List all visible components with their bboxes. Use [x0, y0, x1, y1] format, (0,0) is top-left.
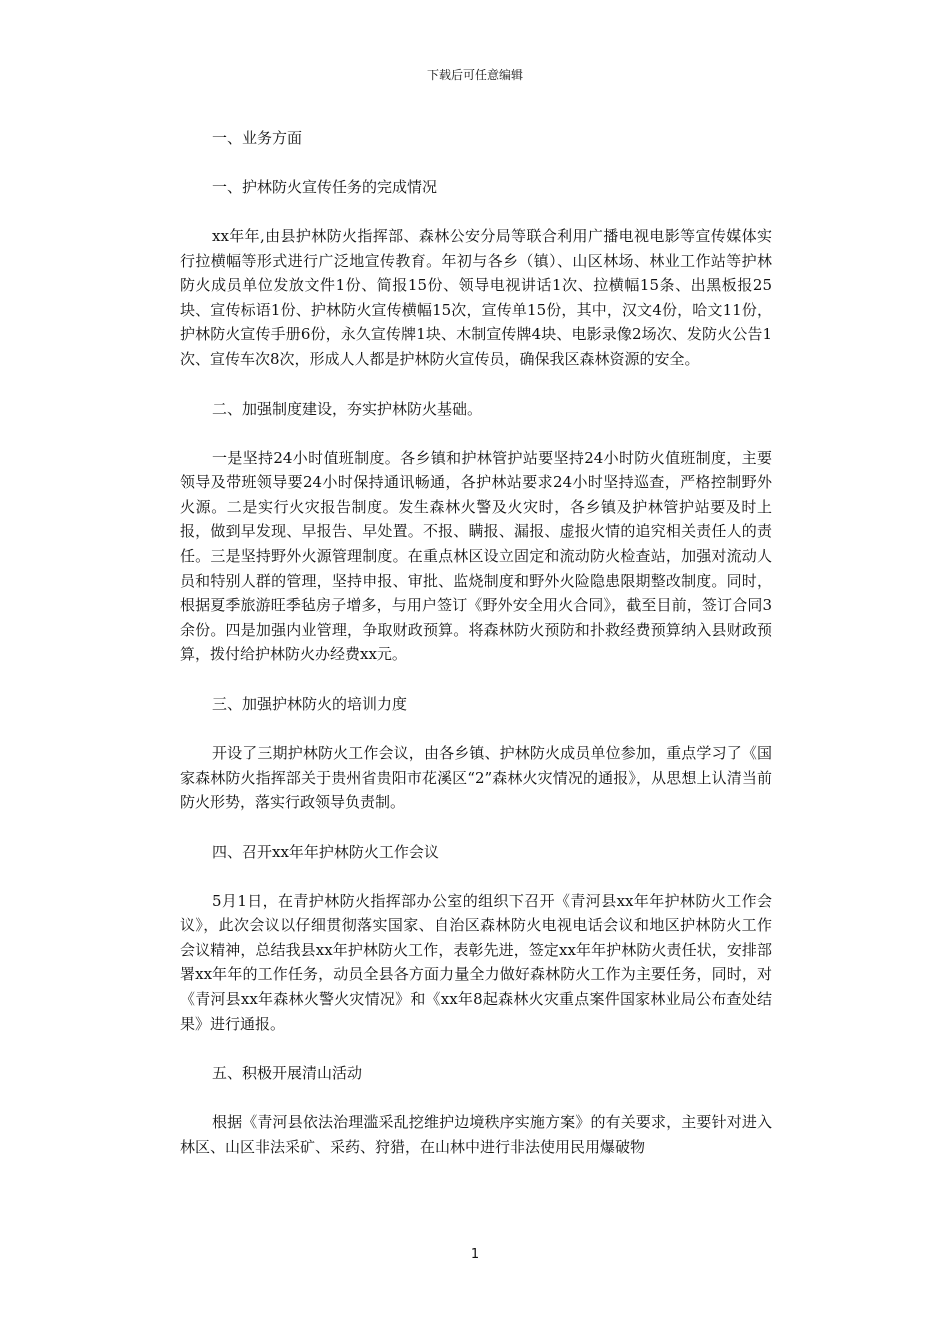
section-heading: 四、召开xx年年护林防火工作会议 [212, 842, 439, 861]
page-number: 1 [470, 1247, 480, 1262]
section-heading: 一、业务方面 [212, 129, 303, 147]
paragraph: 一是坚持24小时值班制度。各乡镇和护林管护站要坚持24小时防火值班制度，主要领导及带班领导要24小时保持通讯畅通，各护林站要求24小时坚持巡查，严格控制野外火源。二是实行火灾报告制度。发生森林火警及火灾时，各乡镇及护林管护站要及时上报，做到早发现、早报告、早处置。不报、瞒报、漏报、虚报火情的追究相关责任人的责任。三是坚持野外火源管理制度。在重点林区设立固定和流动防火检查站，加强对流动人员和特别人群的管理，坚持申报、审批、监烧制度和野外火险隐患限期整改制度。同时，根据夏季旅游旺季毡房子增多，与用户签订《野外安全用火合同》，截至目前，签订合同3余份。四是加强内业管理，争取财政预算。将森林防火预防和扑救经费预算纳入县财政预算，拨付给护林防火办经费xx元。 [180, 448, 772, 664]
paragraph: xx年年,由县护林防火指挥部、森林公安分局等联合利用广播电视电影等宣传媒体实行拉横幅等形式进行广泛地宣传教育。年初与各乡（镇）、山区林场、林业工作站等护林防火成员单位发放文件1份、简报15份、领导电视讲话1次、拉横幅15条、出黑板报25块、宣传标语1份、护林防火宣传横幅15次，宣传单15份，其中，汉文4份，哈文11份，护林防火宣传手册6份，永久宣传牌1块、木制宣传牌4块、电影录像2场次、发防火公告1次、宣传车次8次，形成人人都是护林防火宣传员，确保我区森林资源的安全。 [180, 227, 772, 368]
section-heading: 三、加强护林防火的培训力度 [212, 694, 408, 713]
paragraph: 根据《青河县依法治理滥采乱挖维护边境秩序实施方案》的有关要求，主要针对进入林区、山区非法采矿、采药、狩猎，在山林中进行非法使用民用爆破物 [180, 1113, 772, 1156]
section-heading: 一、护林防火宣传任务的完成情况 [212, 178, 438, 196]
section-heading: 五、积极开展清山活动 [212, 1064, 363, 1083]
document-body [180, 126, 772, 1184]
paragraph: 5月1日，在青护林防火指挥部办公室的组织下召开《青河县xx年年护林防火工作会议》，此次会议以仔细贯彻落实国家、自治区森林防火电视电话会议和地区护林防火工作会议精神，总结我县xx年护林防火工作，表彰先进，签定xx年年护林防火责任状，安排部署xx年年的工作任务，动员全县各方面力量全力做好森林防火工作为主要任务，同时，对《青河县xx年森林火警火灾情况》和《xx年8起森林火灾重点案件国家林业局公布查处结果》进行通报。 [180, 891, 772, 1033]
page-header: 下载后可任意编辑 [426, 68, 523, 82]
section-heading: 二、加强制度建设，夯实护林防火基础。 [212, 399, 483, 418]
paragraph: 开设了三期护林防火工作会议，由各乡镇、护林防火成员单位参加，重点学习了《国家森林防火指挥部关于贵州省贵阳市花溪区“2”森林火灾情况的通报》，从思想上认清当前防火形势，落实行政领导负责制。 [180, 743, 772, 812]
